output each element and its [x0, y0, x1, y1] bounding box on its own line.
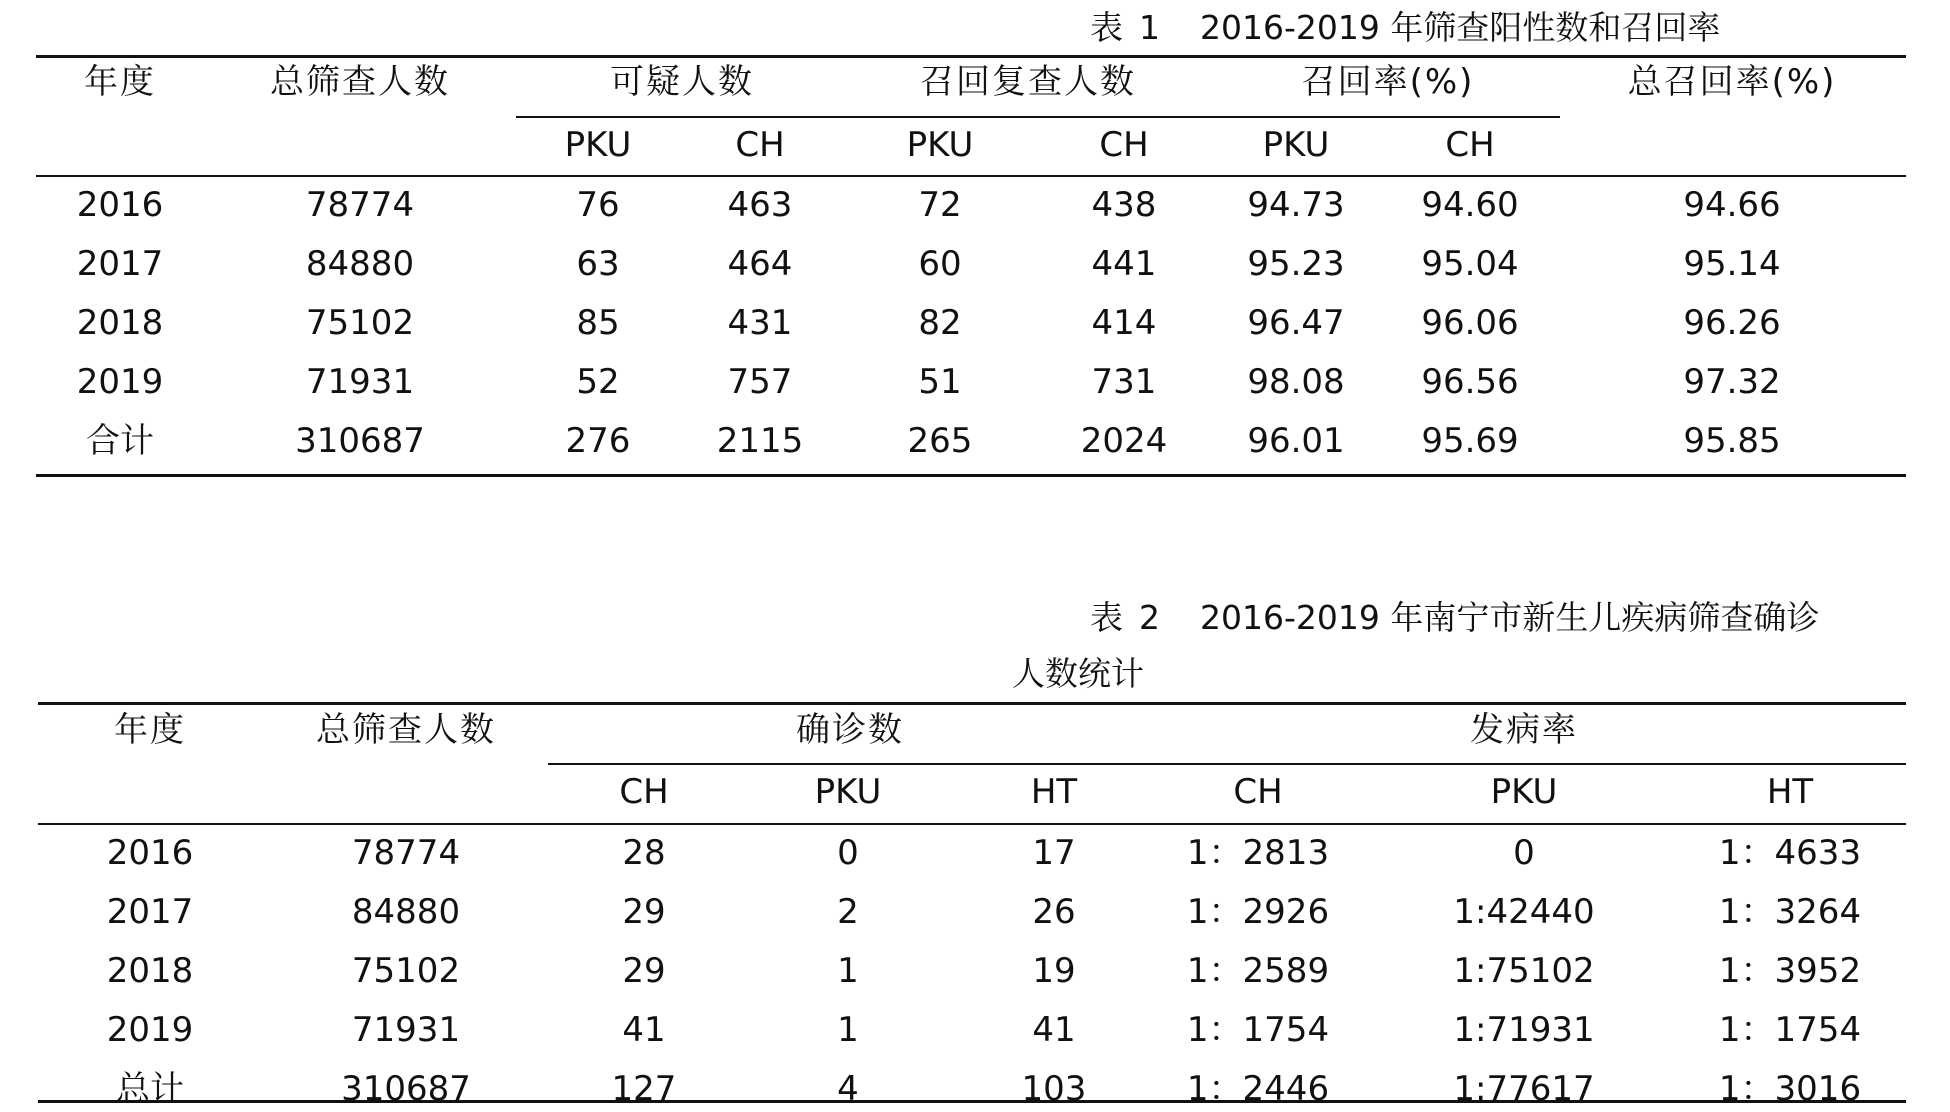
- table2-cell: 1：2446: [1186, 1069, 1330, 1109]
- table2-cell: 41: [622, 1010, 666, 1050]
- table1-cell: 合计: [86, 421, 154, 461]
- table1-sub-pku-suspected: PKU: [564, 125, 632, 165]
- table1-cell: 52: [576, 362, 620, 402]
- table2-caption: [1090, 592, 1819, 639]
- table1-cell: 95.04: [1421, 244, 1519, 284]
- table2-cell: 1: [837, 951, 859, 991]
- table1-cell: 75102: [305, 303, 415, 343]
- table1-cell: 438: [1091, 185, 1157, 225]
- table2-sub-pku-confirmed: PKU: [814, 772, 882, 812]
- table2-cell: 19: [1032, 951, 1076, 991]
- table1-cell: 2115: [716, 421, 804, 461]
- table2-cell: 28: [622, 833, 666, 873]
- table1-cell: 463: [727, 185, 793, 225]
- table2-sub-ch-incidence: CH: [1233, 772, 1283, 812]
- table2-cell: 4: [837, 1069, 859, 1109]
- table2-cell: 总计: [116, 1069, 184, 1109]
- table2-cell: 17: [1032, 833, 1076, 873]
- table1-header-recall-rate: 召回率(%): [1301, 62, 1475, 102]
- table1-caption-label: 表: [1090, 8, 1125, 47]
- table2-group-rule: [548, 763, 1906, 765]
- table2-cell: 84880: [351, 892, 461, 932]
- table1-header-total-recall-rate: 总召回率(%): [1627, 62, 1837, 102]
- table1-caption-title: 2016-2019 年筛查阳性数和召回率: [1200, 8, 1721, 47]
- table1-cell: 95.14: [1683, 244, 1781, 284]
- table1-cell: 98.08: [1247, 362, 1345, 402]
- table2-cell: 26: [1032, 892, 1076, 932]
- table2-sub-ht-confirmed: HT: [1030, 772, 1078, 812]
- table1-cell: 97.32: [1683, 362, 1781, 402]
- table2-cell: 1:42440: [1453, 892, 1595, 932]
- table1-cell: 265: [907, 421, 973, 461]
- table1-cell: 78774: [305, 185, 415, 225]
- table1-cell: 95.69: [1421, 421, 1519, 461]
- table2-cell: 2018: [106, 951, 194, 991]
- table2-cell: 71931: [351, 1010, 461, 1050]
- table2-cell: 1：1754: [1718, 1010, 1862, 1050]
- table2-cell: 1：2926: [1186, 892, 1330, 932]
- table2-cell: 41: [1032, 1010, 1076, 1050]
- table1-cell: 414: [1091, 303, 1157, 343]
- table2-sub-ch-confirmed: CH: [619, 772, 669, 812]
- table1-cell: 464: [727, 244, 793, 284]
- table2-bottom-rule: [38, 1100, 1906, 1103]
- table2-cell: 2017: [106, 892, 194, 932]
- table1-cell: 95.23: [1247, 244, 1345, 284]
- table2-cell: 310687: [341, 1069, 471, 1109]
- table1-cell: 2019: [76, 362, 164, 402]
- table1-cell: 51: [918, 362, 962, 402]
- table1-caption: [1090, 2, 1720, 49]
- table1-cell: 82: [918, 303, 962, 343]
- table2-cell: 2019: [106, 1010, 194, 1050]
- table2-cell: 29: [622, 951, 666, 991]
- table1-cell: 63: [576, 244, 620, 284]
- table1-cell: 2018: [76, 303, 164, 343]
- table1-cell: 84880: [305, 244, 415, 284]
- table2-cell: 1：3264: [1718, 892, 1862, 932]
- table2-cell: 1：4633: [1718, 833, 1862, 873]
- table2-cell: 1：3016: [1718, 1069, 1862, 1109]
- table1-header-rule: [36, 175, 1906, 177]
- table2-cell: 1：1754: [1186, 1010, 1330, 1050]
- table1-header-recalled: 召回复查人数: [920, 62, 1136, 102]
- table1-header-year: 年度: [84, 62, 156, 102]
- table2-caption-number: 2: [1139, 598, 1160, 637]
- table1-top-rule: [36, 55, 1906, 58]
- table2-caption-line2: 人数统计: [1012, 654, 1144, 693]
- table1-cell: 310687: [295, 421, 425, 461]
- table1-cell: 94.66: [1683, 185, 1781, 225]
- table1-cell: 85: [576, 303, 620, 343]
- table2-header-year: 年度: [114, 710, 186, 750]
- table2-cell: 1:75102: [1453, 951, 1595, 991]
- table2-cell: 1:77617: [1453, 1069, 1595, 1109]
- table1-sub-ch-recalled: CH: [1099, 125, 1149, 165]
- table1-cell: 2017: [76, 244, 164, 284]
- table1-cell: 76: [576, 185, 620, 225]
- table1-cell: 431: [727, 303, 793, 343]
- table2-caption-label: 表: [1090, 598, 1125, 637]
- table2-cell: 103: [1021, 1069, 1087, 1109]
- table2-cell: 2: [837, 892, 859, 932]
- table1-cell: 96.56: [1421, 362, 1519, 402]
- table1-header-total: 总筛查人数: [270, 62, 450, 102]
- table1-sub-pku-recalled: PKU: [906, 125, 974, 165]
- table2-header-rule: [38, 823, 1906, 825]
- table1-cell: 96.01: [1247, 421, 1345, 461]
- table1-group-rule: [516, 116, 1560, 118]
- table2-cell: 0: [1513, 833, 1535, 873]
- table2-caption-title: 2016-2019 年南宁市新生儿疾病筛查确诊: [1200, 598, 1820, 637]
- table2-cell: 1：2813: [1186, 833, 1330, 873]
- table2-cell: 1: [837, 1010, 859, 1050]
- table1-cell: 731: [1091, 362, 1157, 402]
- table2-sub-pku-incidence: PKU: [1490, 772, 1558, 812]
- table1-header-suspected: 可疑人数: [610, 62, 754, 102]
- table1-cell: 96.06: [1421, 303, 1519, 343]
- table2-cell: 78774: [351, 833, 461, 873]
- table2-header-incidence: 发病率: [1470, 710, 1578, 750]
- table2-cell: 0: [837, 833, 859, 873]
- table1-cell: 441: [1091, 244, 1157, 284]
- table1-cell: 757: [727, 362, 793, 402]
- table1-cell: 2016: [76, 185, 164, 225]
- table1-sub-ch-suspected: CH: [735, 125, 785, 165]
- table2-cell: 1：3952: [1718, 951, 1862, 991]
- table1-cell: 96.26: [1683, 303, 1781, 343]
- table2-cell: 1：2589: [1186, 951, 1330, 991]
- table2-top-rule: [38, 702, 1906, 705]
- table2-cell: 127: [611, 1069, 677, 1109]
- table1-cell: 71931: [305, 362, 415, 402]
- table1-bottom-rule: [36, 474, 1906, 477]
- table1-sub-pku-rate: PKU: [1262, 125, 1330, 165]
- table1-sub-ch-rate: CH: [1445, 125, 1495, 165]
- table1-caption-number: 1: [1139, 8, 1160, 47]
- table2-sub-ht-incidence: HT: [1766, 772, 1814, 812]
- table1-cell: 96.47: [1247, 303, 1345, 343]
- table1-cell: 72: [918, 185, 962, 225]
- table2-cell: 75102: [351, 951, 461, 991]
- table1-cell: 276: [565, 421, 631, 461]
- table1-cell: 94.60: [1421, 185, 1519, 225]
- table2-cell: 2016: [106, 833, 194, 873]
- table1-cell: 95.85: [1683, 421, 1781, 461]
- table2-header-total: 总筛查人数: [316, 710, 496, 750]
- table2-header-confirmed: 确诊数: [796, 710, 904, 750]
- table1-cell: 94.73: [1247, 185, 1345, 225]
- table2-cell: 29: [622, 892, 666, 932]
- table1-cell: 2024: [1080, 421, 1168, 461]
- table2-cell: 1:71931: [1453, 1010, 1595, 1050]
- table1-cell: 60: [918, 244, 962, 284]
